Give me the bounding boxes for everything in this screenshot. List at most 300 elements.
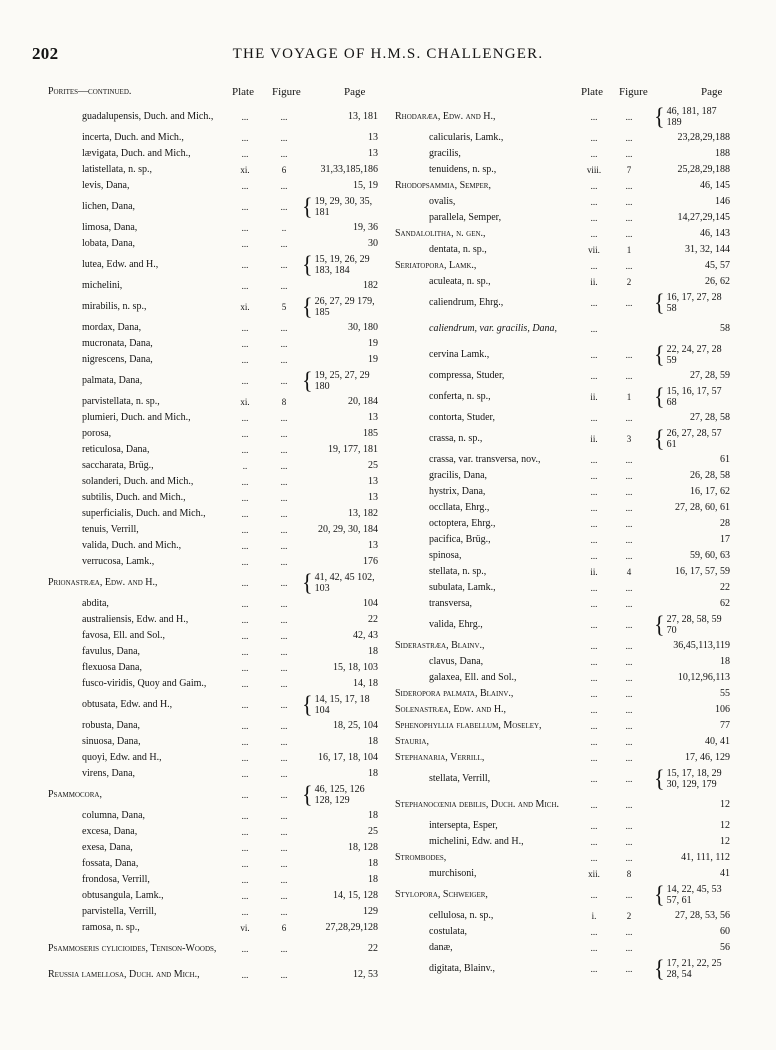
brace-mark: { [654,880,665,909]
page-cell: 16, 17, 57, 59 [675,566,730,577]
species-name: stellata, n. sp., [429,566,487,577]
plate-cell: ... [241,493,249,503]
page-cell: 18 [720,656,730,667]
plate-cell: ... [241,355,249,365]
page-cell: 106 [715,704,730,715]
page-cell: 41, 111, 112 [681,852,730,863]
figure-cell: ... [280,339,288,349]
plate-cell: ... [241,477,249,487]
page-cell: 13 [368,148,378,159]
index-entry [48,474,378,490]
species-name: intersepta, Esper, [429,820,498,831]
figure-cell: 5 [281,302,287,312]
figure-cell: ... [625,943,633,953]
brace-mark: { [654,288,665,317]
page-cell: 27, 28, 58 [690,412,730,423]
genus-name: Stauria, [395,736,429,747]
genus-name: Sphenophyllia flabellum, Moseley, [395,720,542,731]
figure-cell: ... [625,599,633,609]
column-headers [48,86,378,104]
species-name: conferta, n. sp., [429,391,491,402]
figure-cell: ... [625,800,633,810]
plate-cell: ... [590,774,598,784]
species-name: crassa, var. transversa, nov., [429,454,541,465]
plate-cell: ii. [590,567,598,577]
index-entry [48,178,378,194]
figure-cell: ... [625,413,633,423]
plate-cell: ... [241,907,249,917]
figure-cell: ... [280,875,288,885]
plate-cell: ... [241,679,249,689]
figure-cell: ... [625,133,633,143]
index-entry [395,866,730,882]
index-entry [48,782,378,808]
page-cell [302,782,378,808]
figure-cell: ... [625,213,633,223]
plate-cell: ... [590,705,598,715]
page-cell: 31, 32, 144 [685,244,730,255]
genus-name: Stephanaria, Verrill, [395,752,485,763]
index-entry [48,368,378,394]
genus-name: Sandalolitha, n. gen., [395,228,486,239]
index-entry [48,936,378,962]
figure-cell: ... [280,461,288,471]
species-name: favulus, Dana, [82,646,141,657]
figure-cell: ... [280,843,288,853]
plate-cell: ... [590,620,598,630]
index-entry [395,548,730,564]
figure-cell: ... [280,509,288,519]
index-entry [395,384,730,410]
index-entry [395,130,730,146]
figure-cell: ... [280,525,288,535]
plate-header: Plate [232,86,254,98]
species-name: saccharata, Brüg., [82,460,154,471]
page-cell: 16, 17, 62 [690,486,730,497]
page-refs: 26, 27, 29 179, 185 [314,296,375,318]
figure-cell: ... [280,112,288,122]
genus-name: Prionastræa, Edw. and H., [48,577,158,588]
page-cell [302,194,378,220]
index-entry [395,290,730,316]
index-entry [48,808,378,824]
index-entry [48,676,378,692]
figure-cell: 1 [626,392,632,402]
plate-cell: ... [241,753,249,763]
plate-cell: ... [241,599,249,609]
figure-cell: ... [625,197,633,207]
figure-cell: ... [280,413,288,423]
figure-cell: ... [280,445,288,455]
plate-cell: xi. [240,302,250,312]
species-name: excesa, Dana, [82,826,138,837]
plate-cell: ... [590,673,598,683]
figure-cell: ... [280,323,288,333]
plate-cell: .. [242,461,248,471]
index-entry [395,834,730,850]
page-cell: 46, 143 [700,228,730,239]
plate-cell: ... [590,112,598,122]
page-cell: 25 [368,460,378,471]
index-entry [48,320,378,336]
page-cell: 104 [363,598,378,609]
page-cell: 12, 53 [353,969,378,980]
figure-cell: 6 [281,923,287,933]
page-cell: 41 [720,868,730,879]
index-entry [395,368,730,384]
figure-cell: ... [280,647,288,657]
index-entry [395,258,730,274]
page-cell: 13 [368,492,378,503]
page-cell: 19 [368,354,378,365]
species-name: cellulosa, n. sp., [429,910,494,921]
plate-cell: ... [241,445,249,455]
species-name: ovalis, [429,196,456,207]
figure-cell: ... [280,827,288,837]
page-cell: 19, 177, 181 [328,444,378,455]
figure-cell: ... [280,631,288,641]
figure-cell: ... [280,541,288,551]
plate-cell: ... [241,843,249,853]
plate-cell: ... [590,837,598,847]
index-entry [395,468,730,484]
page-refs: 15, 19, 26, 29 183, 184 [314,254,370,276]
plate-cell: ... [241,737,249,747]
page-cell: 185 [363,428,378,439]
brace-mark: { [654,102,665,131]
plate-cell: ... [241,970,249,980]
figure-cell: ... [625,181,633,191]
figure-cell: ... [625,503,633,513]
species-name: subtilis, Duch. and Mich., [82,492,186,503]
figure-cell: ... [280,615,288,625]
species-name: ramosa, n. sp., [82,922,140,933]
species-name: spinosa, [429,550,462,561]
page-cell [302,252,378,278]
species-name: guadalupensis, Duch. and Mich., [82,111,214,122]
plate-cell: ... [241,429,249,439]
species-name: dentata, n. sp., [429,244,487,255]
figure-cell: ... [280,355,288,365]
page-cell: 146 [715,196,730,207]
species-name: parvistella, Verrill, [82,906,157,917]
index-entry [395,940,730,956]
index-entry [395,924,730,940]
page-cell: 40, 41 [705,736,730,747]
page-cell: 14, 15, 128 [333,890,378,901]
page-header: Page [701,86,723,98]
figure-cell: ... [280,493,288,503]
plate-cell: ... [590,721,598,731]
species-name: tenuis, Verrill, [82,524,139,535]
brace-mark: { [654,424,665,453]
index-entry [395,818,730,834]
figure-cell: ... [625,705,633,715]
figure-cell: ... [280,477,288,487]
figure-cell: ... [625,964,633,974]
page-cell [302,368,378,394]
page-cell [654,104,730,130]
figure-cell: ... [280,753,288,763]
plate-cell: ... [590,149,598,159]
plate-cell: ... [241,239,249,249]
index-entry [395,908,730,924]
plate-cell: ... [590,800,598,810]
figure-cell: ... [625,721,633,731]
figure-cell: ... [625,620,633,630]
continued-label: Porites—continued. [48,86,132,97]
plate-cell: ... [590,689,598,699]
page-cell: 77 [720,720,730,731]
index-entry [395,638,730,654]
index-entry [48,522,378,538]
figure-cell: ... [280,769,288,779]
page-cell: 15, 18, 103 [333,662,378,673]
plate-cell: xi. [240,165,250,175]
index-entry [395,670,730,686]
page-header: Page [344,86,366,98]
page-refs: 14, 22, 45, 53 57, 61 [666,884,722,906]
brace-mark: { [654,382,665,411]
index-entry [395,596,730,612]
index-entry [48,146,378,162]
figure-cell: ... [280,679,288,689]
page-cell: 14,27,29,145 [677,212,730,223]
page-cell: 16, 17, 18, 104 [318,752,378,763]
figure-cell [617,316,641,342]
plate-cell: ... [241,944,249,954]
figure-cell: 1 [626,245,632,255]
species-name: latistellata, n. sp., [82,164,152,175]
index-column-right [395,86,730,982]
plate-cell: ... [590,413,598,423]
species-name: porosa, [82,428,112,439]
index-entry [48,294,378,320]
page-cell: 18 [368,874,378,885]
index-entry [395,850,730,866]
species-name: parallela, Semper, [429,212,502,223]
page-cell: 30 [368,238,378,249]
index-entry [395,426,730,452]
index-entry [48,426,378,442]
page-cell: 22 [368,614,378,625]
plate-cell: xi. [240,397,250,407]
plate-cell: ... [241,202,249,212]
plate-cell: ... [241,891,249,901]
plate-cell: ... [590,471,598,481]
index-entry [48,538,378,554]
figure-cell: 8 [626,869,632,879]
figure-cell: ... [280,944,288,954]
page-cell: 13 [368,132,378,143]
figure-cell: ... [625,837,633,847]
page-cell: 25 [368,826,378,837]
page-refs: 26, 27, 28, 57 61 [666,428,722,450]
genus-name: Rhodopsammia, Semper, [395,180,491,191]
page-refs: 41, 42, 45 102, 103 [314,572,375,594]
index-entry [395,792,730,818]
species-name: exesa, Dana, [82,842,133,853]
genus-name: Sideropora palmata, Blainv., [395,688,514,699]
plate-cell: ii. [590,434,598,444]
species-name: obtusangula, Lamk., [82,890,164,901]
species-name: fusco-viridis, Quoy and Gaim., [82,678,207,689]
figure-cell: ... [625,657,633,667]
figure-cell: ... [280,700,288,710]
plate-cell: ... [590,213,598,223]
page-number: 202 [32,44,59,63]
page-refs: 17, 21, 22, 25 28, 54 [666,958,722,980]
genus-name: Rhodaræa, Edw. and H., [395,111,496,122]
figure-cell: ... [625,371,633,381]
page-cell: 56 [720,942,730,953]
index-entry [48,718,378,734]
index-entry [395,194,730,210]
plate-cell: ... [241,875,249,885]
page-cell: 61 [720,454,730,465]
index-entry [48,840,378,856]
genus-name: Strombodes, [395,852,447,863]
plate-cell: ... [590,927,598,937]
page-cell: 27, 28, 59 [690,370,730,381]
brace-mark: { [302,780,313,809]
index-entry [48,660,378,676]
figure-cell: ... [280,557,288,567]
species-name: contorta, Studer, [429,412,495,423]
plate-cell: ... [590,737,598,747]
figure-cell: ... [625,519,633,529]
plate-cell: ... [590,181,598,191]
plate-cell: ... [590,535,598,545]
plate-cell: ... [241,541,249,551]
page-cell: 19, 36 [353,222,378,233]
plate-header: Plate [581,86,603,98]
genus-name: Stephanocœnia debilis, Duch. and Mich. [395,799,560,810]
index-entry [395,750,730,766]
figure-cell: ... [625,774,633,784]
page-cell [654,290,730,316]
figure-cell: ... [625,853,633,863]
brace-mark: { [654,954,665,983]
plate-cell: ... [590,350,598,360]
page-cell [302,692,378,718]
plate-cell: ... [590,455,598,465]
species-name: digitata, Blainv., [429,963,496,974]
index-entry [395,718,730,734]
plate-cell: ... [241,133,249,143]
page-cell [302,294,378,320]
genus-name: Psammoseris cylicioides, Tenison-Woods, [48,943,217,954]
index-entry [395,564,730,580]
page-cell: 45, 57 [705,260,730,271]
plate-cell: ... [590,821,598,831]
figure-cell: ... [280,737,288,747]
page-cell [654,612,730,638]
figure-cell: ... [625,927,633,937]
index-entry [48,220,378,236]
index-entry [395,686,730,702]
page-cell: 18 [368,858,378,869]
plate-cell: ... [590,487,598,497]
species-name: caliendrum, Ehrg., [429,297,504,308]
column-headers [395,86,730,104]
plate-cell: vii. [588,245,600,255]
index-entry [48,336,378,352]
index-entry [395,882,730,908]
page-cell: 62 [720,598,730,609]
figure-cell: ... [280,578,288,588]
index-entry [395,734,730,750]
entry-list-right [395,104,730,982]
plate-cell: ... [241,376,249,386]
index-entry [395,516,730,532]
species-name: michelini, Edw. and H., [429,836,524,847]
index-entry [395,178,730,194]
figure-cell: 3 [626,434,632,444]
page-cell: 13 [368,476,378,487]
index-entry [48,570,378,596]
index-entry [395,452,730,468]
species-name: compressa, Studer, [429,370,505,381]
page-cell: 42, 43 [353,630,378,641]
species-name: parvistellata, n. sp., [82,396,160,407]
index-entry [395,702,730,718]
brace-mark: { [654,340,665,369]
species-name: favosa, Ell. and Sol., [82,630,166,641]
species-name: levis, Dana, [82,180,130,191]
figure-cell: .. [281,223,287,233]
figure-cell: ... [280,811,288,821]
index-entry [48,872,378,888]
index-entry [395,532,730,548]
plate-cell: ... [241,811,249,821]
plate-cell: ... [241,112,249,122]
species-name: gracilis, [429,148,461,159]
index-entry [48,962,378,988]
page-cell: 13, 182 [348,508,378,519]
species-name: costulata, [429,926,468,937]
index-entry [48,904,378,920]
figure-cell: ... [625,890,633,900]
index-entry [48,734,378,750]
plate-cell: ii. [590,277,598,287]
page-cell: 28 [720,518,730,529]
page-cell: 17 [720,534,730,545]
page-cell: 26, 62 [705,276,730,287]
figure-cell: 2 [626,277,632,287]
genus-name: Seriatopora, Lamk., [395,260,477,271]
species-name: mucronata, Dana, [82,338,153,349]
index-entry [48,162,378,178]
brace-mark: { [302,292,313,321]
figure-cell: ... [625,112,633,122]
index-entry [48,824,378,840]
page-cell: 31,33,185,186 [320,164,378,175]
index-entry [48,644,378,660]
page-cell [654,956,730,982]
plate-cell: i. [591,911,597,921]
page-refs: 46, 125, 126 128, 129 [314,784,365,806]
index-entry [48,458,378,474]
species-name: occllata, Ehrg., [429,502,490,513]
species-name: obtusata, Edw. and H., [82,699,173,710]
brace-mark: { [654,764,665,793]
index-entry [395,146,730,162]
figure-cell: ... [625,673,633,683]
page-refs: 15, 16, 17, 57 68 [666,386,722,408]
index-entry [48,442,378,458]
page-refs: 16, 17, 27, 28 58 [666,292,722,314]
